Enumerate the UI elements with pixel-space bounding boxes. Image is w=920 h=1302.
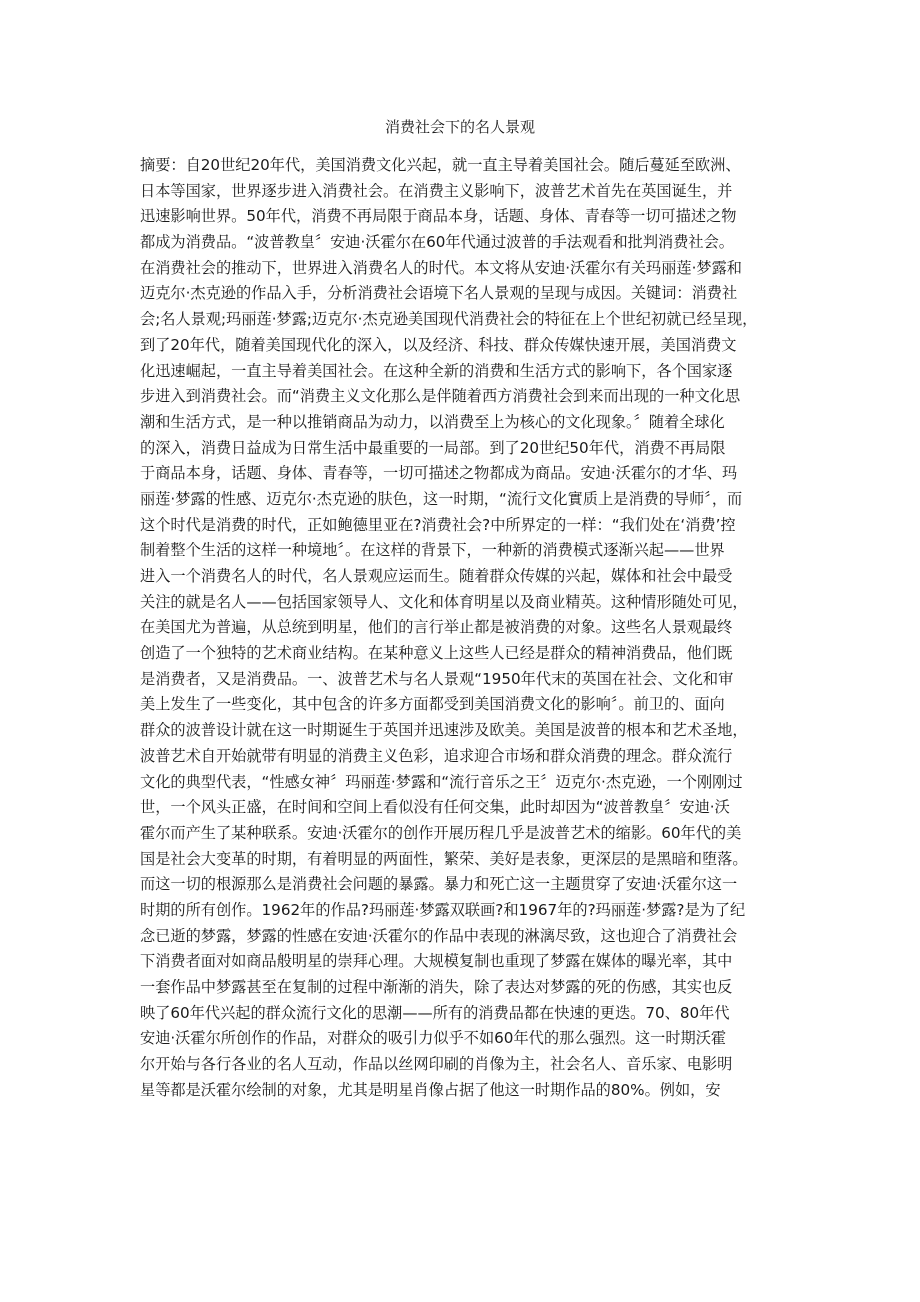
body-text-line: 尔开始与各行各业的名人互动，作品以丝网印刷的肖像为主，社会名人、音乐家、电影明 (140, 1055, 733, 1074)
body-text-line: 会;名人景观;玛丽莲·梦露;迈克尔·杰克逊美国现代消费社会的特征在上个世纪初就已经呈现， (140, 310, 758, 329)
body-text-line: 关注的就是名人——包括国家领导人、文化和体育明星以及商业精英。这种情形随处可见， (140, 592, 748, 611)
body-text-line: 在美国尤为普遍，从总统到明星，他们的言行举止都是被消费的对象。这些名人景观最终 (140, 618, 733, 637)
body-text-line: 时期的所有创作。1962年的作品?玛丽莲·梦露双联画?和1967年的?玛丽莲·梦露?是为了纪 (140, 900, 746, 919)
document-body (140, 153, 780, 1103)
body-text-line: 这个时代是消费的时代，正如鲍德里亚在?消费社会?中所界定的一样：“我们处在‘消费’控 (140, 515, 736, 534)
body-text-line: 摘要：自20世纪20年代，美国消费文化兴起，就一直主导着美国社会。随后蔓延至欧洲、 (140, 156, 741, 174)
body-text-line: 迈克尔·杰克逊的作品入手，分析消费社会语境下名人景观的呈现与成因。关键词：消费社 (140, 284, 738, 303)
body-text-line: 群众的波普设计就在这一时期诞生于英国并迅速涉及欧美。美国是波普的根本和艺术圣地， (140, 721, 748, 740)
body-text-line: 念已逝的梦露，梦露的性感在安迪·沃霍尔的作品中表现的淋漓尽致，这也迎合了消费社会 (140, 926, 738, 945)
body-text-line: 是消费者，又是消费品。一、波普艺术与名人景观“1950年代末的英国在社会、文化和审 (140, 669, 734, 688)
body-text-line: 潮和生活方式，是一种以推销商品为动力，以消费至上为核心的文化现象。〞随着全球化 (140, 412, 725, 431)
body-text-line: 到了20年代，随着美国现代化的深入，以及经济、科技、群众传媒快速开展，美国消费文 (140, 335, 737, 354)
body-text-line: 美上发生了一些变化，其中包含的许多方面都受到美国消费文化的影响〞。前卫的、面向 (140, 695, 725, 714)
body-text-line: 国是社会大变革的时期，有着明显的两面性，繁荣、美好是表象，更深层的是黑暗和堕落。 (140, 849, 748, 868)
body-text-line: 世，一个风头正盛，在时间和空间上看似没有任何交集，此时却因为“波普教皇〞安迪·沃 (140, 798, 730, 817)
body-text-line: 波普艺术自开始就带有明显的消费主义色彩，追求迎合市场和群众消费的理念。群众流行 (140, 746, 733, 765)
body-text-line: 制着整个生活的这样一种境地〞。在这样的背景下，一种新的消费模式逐渐兴起——世界 (140, 541, 725, 560)
body-text-line: 在消费社会的推动下，世界进入消费名人的时代。本文将从安迪·沃霍尔有关玛丽莲·梦露和 (140, 258, 742, 277)
document-title: 消费社会下的名人景观 (384, 118, 535, 136)
body-text-line: 安迪·沃霍尔所创作的作品，对群众的吸引力似乎不如60年代的那么强烈。这一时期沃霍 (140, 1029, 727, 1048)
body-text-line: 都成为消费品。“波普教皇〞安迪·沃霍尔在60年代通过波普的手法观看和批判消费社会。 (140, 233, 734, 252)
body-text-line: 霍尔而产生了某种联系。安迪·沃霍尔的创作开展历程几乎是波普艺术的缩影。60年代的美 (140, 823, 742, 842)
body-text-line: 的深入，消费日益成为日常生活中最重要的一局部。到了20世纪50年代，消费不再局限 (140, 438, 726, 457)
body-text-line: 下消费者面对如商品般明星的崇拜心理。大规模复制也重现了梦露在媒体的曝光率，其中 (140, 952, 733, 971)
body-text-line: 迅速影响世界。50年代，消费不再局限于商品本身，话题、身体、青春等一切可描述之物 (140, 207, 737, 226)
body-text-line: 日本等国家，世界逐步进入消费社会。在消费主义影响下，波普艺术首先在英国诞生，并 (140, 181, 733, 200)
body-text-line: 文化的典型代表，“性感女神〞玛丽莲·梦露和“流行音乐之王〞迈克尔·杰克逊，一个刚刚过 (140, 772, 743, 791)
body-text-line: 化迅速崛起，一直主导着美国社会。在这种全新的消费和生活方式的影响下，各个国家逐 (140, 361, 733, 380)
body-text-line: 丽莲·梦露的性感、迈克尔·杰克逊的肤色，这一时期，“流行文化實质上是消费的导师〞，而 (140, 489, 743, 508)
body-text-line: 一套作品中梦露甚至在复制的过程中渐渐的消失，除了表达对梦露的死的伤感，其实也反 (140, 978, 733, 996)
body-text-line: 进入一个消费名人的时代，名人景观应运而生。随着群众传媒的兴起，媒体和社会中最受 (140, 567, 733, 585)
body-text-line: 于商品本身，话题、身体、青春等，一切可描述之物都成为商品。安迪·沃霍尔的才华、玛 (140, 464, 738, 483)
body-text-line: 创造了一个独特的艺术商业结构。在某种意义上这些人已经是群众的精神消费品，他们既 (140, 644, 733, 663)
body-text-line: 星等都是沃霍尔绘制的对象，尤其是明星肖像占据了他这一时期作品的80%。例如，安 (140, 1080, 721, 1099)
body-text-line: 映了60年代兴起的群众流行文化的思潮——所有的消费品都在快速的更迭。70、80年代 (140, 1003, 730, 1022)
body-text-line: 而这一切的根源那么是消费社会问题的暴露。暴力和死亡这一主题贯穿了安迪·沃霍尔这一 (140, 875, 738, 894)
body-text-line: 步进入到消费社会。而“消费主义文化那么是伴随着西方消费社会到来而出现的一种文化思 (140, 387, 741, 406)
